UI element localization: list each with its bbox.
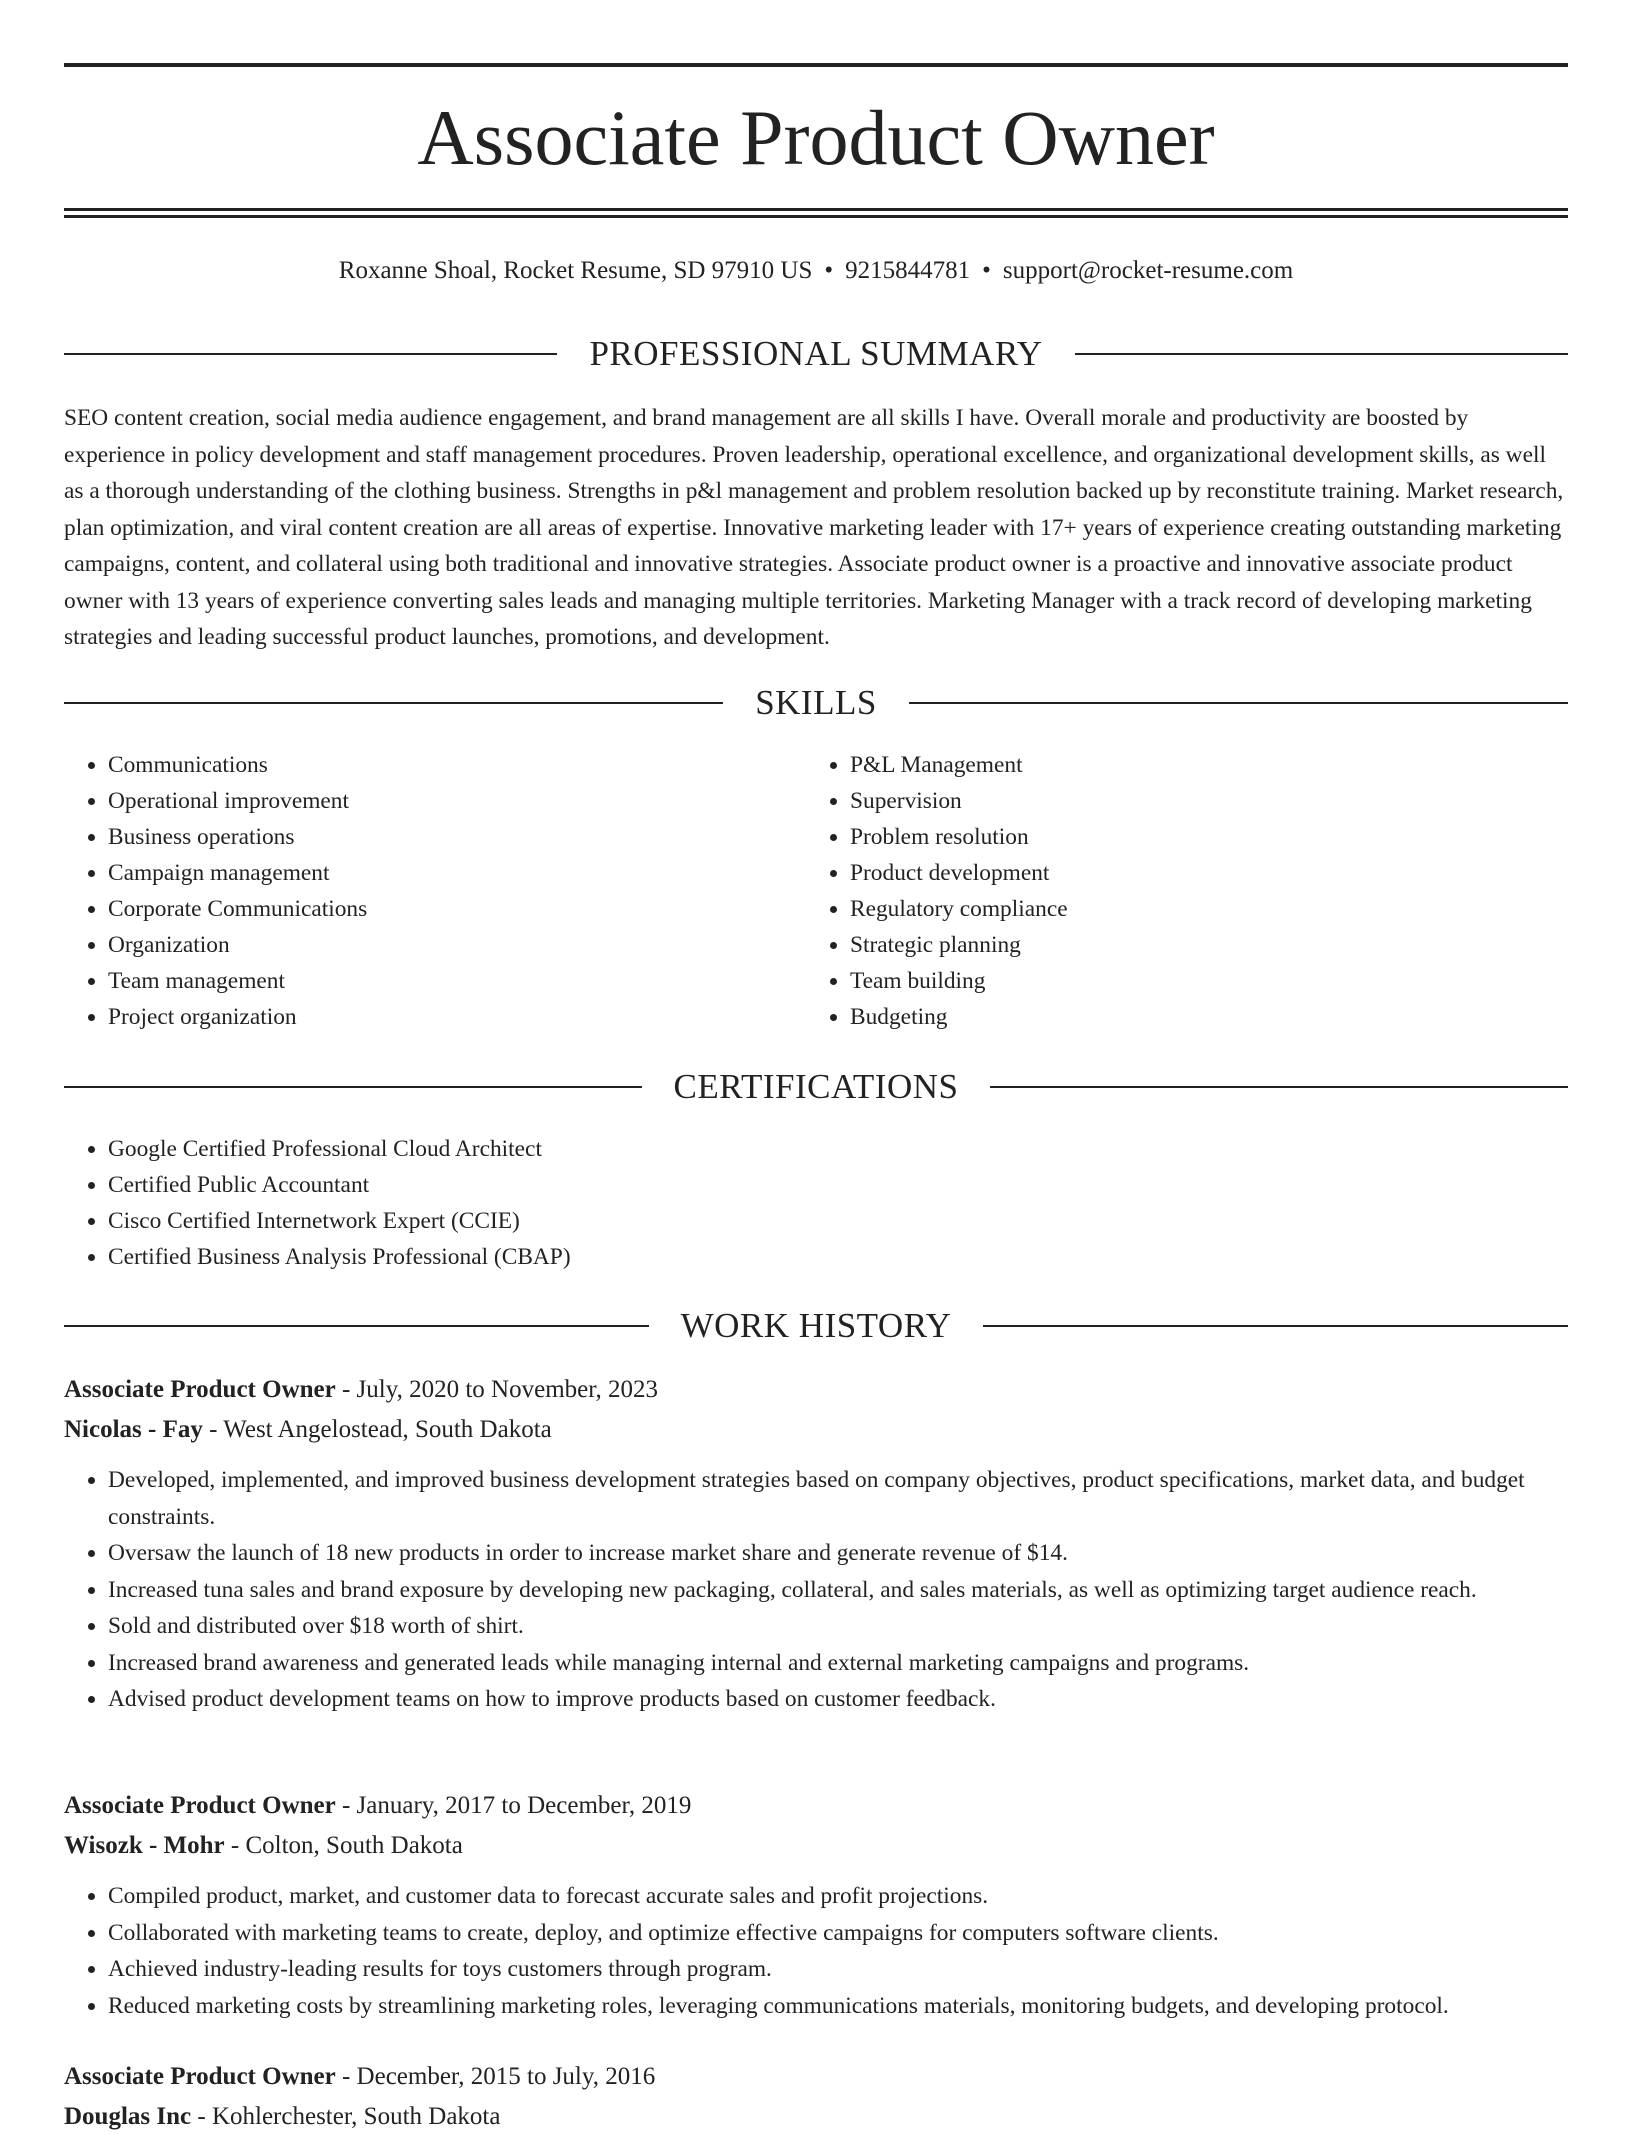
section-header-summary	[64, 334, 1568, 374]
job-company: Nicolas - Fay	[64, 1416, 203, 1443]
job-bullet: • Achieved industry-leading results for toys customers through program.	[108, 1951, 1568, 1988]
job-dates: - December, 2015 to July, 2016	[335, 2063, 656, 2090]
skills-list-right	[806, 747, 1590, 1035]
job-location: - Kohlerchester, South Dakota	[191, 2103, 501, 2130]
job-company-line	[64, 2097, 1568, 2137]
skill-item: • Problem resolution	[850, 819, 1590, 855]
section-title: CERTIFICATIONS	[673, 1067, 959, 1106]
skill-item: • Product development	[850, 855, 1590, 891]
top-rule	[64, 63, 1568, 67]
contact-line	[64, 254, 1568, 288]
job-role-line	[64, 2057, 1568, 2097]
contact-address: Roxanne Shoal, Rocket Resume, SD 97910 US	[338, 257, 813, 284]
job-company: Wisozk - Mohr	[64, 1832, 225, 1859]
job-location: - West Angelostead, South Dakota	[202, 1416, 552, 1443]
job-bullets	[64, 1878, 1568, 2024]
skill-item: • Regulatory compliance	[850, 891, 1590, 927]
skill-item: • Operational improvement	[108, 783, 848, 819]
section-rule	[64, 353, 557, 355]
job-role-line	[64, 1786, 1568, 1826]
skill-item: • Budgeting	[850, 999, 1590, 1035]
certification-item: • Certified Public Accountant	[108, 1167, 1612, 1203]
section-header-certifications	[64, 1067, 1568, 1107]
section-rule	[983, 1325, 1568, 1327]
skill-item: • Campaign management	[108, 855, 848, 891]
section-header-work-history	[64, 1306, 1568, 1346]
contact-separator: •	[824, 257, 834, 284]
job-bullet: • Collaborated with marketing teams to create, deploy, and optimize effective campaigns for computers software clients.	[108, 1915, 1568, 1952]
job-entry	[64, 1370, 1568, 1718]
certifications-list	[64, 1131, 1612, 1275]
job-dates: - January, 2017 to December, 2019	[335, 1792, 692, 1819]
section-rule	[64, 702, 723, 704]
skill-item: • Organization	[108, 927, 848, 963]
skill-item: • Strategic planning	[850, 927, 1590, 963]
skills-list-left	[64, 747, 848, 1035]
job-bullet: • Oversaw the launch of 18 new products in order to increase market share and generate revenue of $14.	[108, 1535, 1568, 1572]
section-rule	[990, 1086, 1568, 1088]
skill-item: • Business operations	[108, 819, 848, 855]
skill-item: • Corporate Communications	[108, 891, 848, 927]
job-bullet: • Increased brand awareness and generated leads while managing internal and external marketing campaigns and programs.	[108, 1645, 1568, 1682]
skill-item: • Team building	[850, 963, 1590, 999]
skill-item: • Team management	[108, 963, 848, 999]
section-title: WORK HISTORY	[680, 1306, 952, 1345]
job-bullet: • Increased tuna sales and brand exposure by developing new packaging, collateral, and sales materials, as well as optimizing target audience reach.	[108, 1572, 1568, 1609]
contact-email: support@rocket-resume.com	[1002, 257, 1294, 284]
contact-phone: 9215844781	[845, 257, 971, 284]
title-double-rule	[64, 208, 1568, 218]
job-entry	[64, 2057, 1568, 2137]
job-bullet: • Compiled product, market, and customer data to forecast accurate sales and profit projections.	[108, 1878, 1568, 1915]
skill-item: • P&L Management	[850, 747, 1590, 783]
certification-item: • Cisco Certified Internetwork Expert (CCIE)	[108, 1203, 1612, 1239]
skill-item: • Communications	[108, 747, 848, 783]
job-bullet: • Sold and distributed over $18 worth of shirt.	[108, 1608, 1568, 1645]
job-role: Associate Product Owner	[64, 2063, 336, 2090]
job-bullet: • Developed, implemented, and improved business development strategies based on company objectives, product specifications, market data, and budget constraints.	[108, 1462, 1568, 1535]
job-role: Associate Product Owner	[64, 1376, 336, 1403]
certification-item: • Certified Business Analysis Professional (CBAP)	[108, 1239, 1612, 1275]
resume-title: Associate Product Owner	[417, 94, 1215, 181]
job-location: - Colton, South Dakota	[224, 1832, 463, 1859]
job-company: Douglas Inc	[64, 2103, 192, 2130]
section-rule	[64, 1325, 649, 1327]
summary-paragraph: SEO content creation, social media audience engagement, and brand management are all skills I have. Overall morale and productivity are boosted by experience in policy development and staff management procedures. Proven leadership, operational excellence, and organizational development skills, as well as a thorough understanding of the clothing business. Strengths in p&l management and problem resolution backed up by reconstitute training. Market research, plan optimization, and viral content creation are all areas of expertise. Innovative marketing leader with 17+ years of experience creating outstanding marketing campaigns, content, and collateral using both traditional and innovative strategies. Associate product owner is a proactive and innovative associate product owner with 13 years of experience converting sales leads and managing multiple territories. Marketing Manager with a track record of developing marketing strategies and leading successful product launches, promotions, and development.	[64, 405, 1564, 650]
job-company-line	[64, 1826, 1568, 1866]
job-bullets	[64, 1462, 1568, 1718]
section-rule	[1075, 353, 1568, 355]
section-rule	[909, 702, 1568, 704]
section-title: SKILLS	[755, 683, 877, 722]
job-dates: - July, 2020 to November, 2023	[335, 1376, 659, 1403]
job-role: Associate Product Owner	[64, 1792, 336, 1819]
section-title: PROFESSIONAL SUMMARY	[589, 334, 1043, 373]
job-role-line	[64, 1370, 1568, 1410]
section-header-skills	[64, 683, 1568, 723]
section-rule	[64, 1086, 642, 1088]
job-company-line	[64, 1410, 1568, 1450]
job-entry	[64, 1786, 1568, 2024]
certification-item: • Google Certified Professional Cloud Architect	[108, 1131, 1612, 1167]
contact-separator: •	[982, 257, 991, 284]
skill-item: • Project organization	[108, 999, 848, 1035]
skill-item: • Supervision	[850, 783, 1590, 819]
job-bullet: • Advised product development teams on how to improve products based on customer feedback.	[108, 1681, 1568, 1718]
job-bullet: • Reduced marketing costs by streamlining marketing roles, leveraging communications materials, monitoring budgets, and developing protocol.	[108, 1988, 1568, 2025]
